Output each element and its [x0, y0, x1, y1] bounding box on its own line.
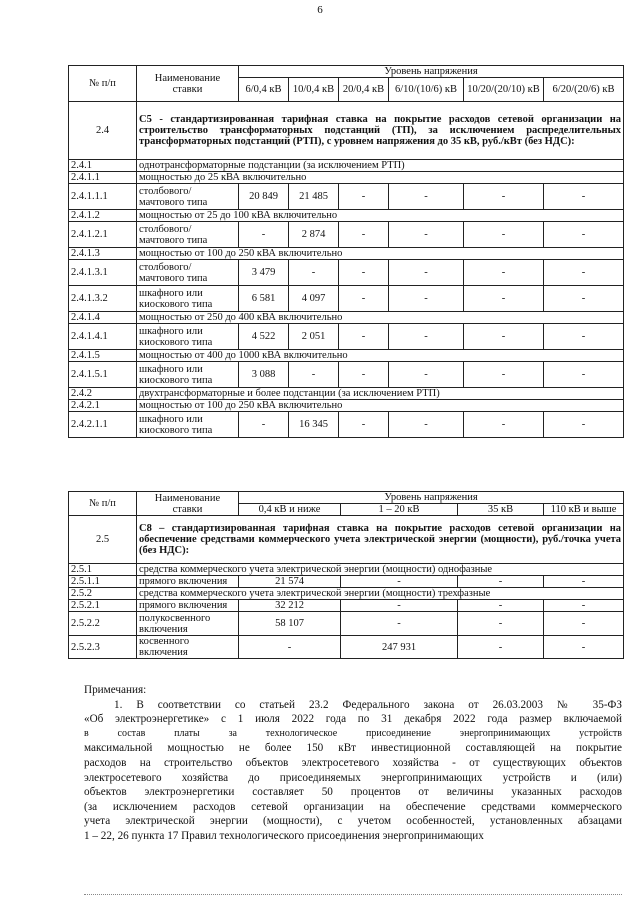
row-subheading: однотрансформаторные подстанции (за исключением РТП): [137, 160, 624, 172]
row-num: 2.4.1.4.1: [69, 324, 137, 350]
tariff-table-c5: [68, 65, 624, 438]
row-value: -: [239, 222, 289, 248]
row-subheading: мощностью от 250 до 400 кВА включительно: [137, 312, 624, 324]
page-number: 6: [317, 4, 323, 16]
table-row: [69, 564, 624, 576]
row-value: -: [341, 576, 458, 588]
row-num: 2.4.1.4: [69, 312, 137, 324]
row-num: 2.4.1.2: [69, 210, 137, 222]
row-value: -: [544, 260, 624, 286]
row-value: -: [339, 286, 389, 312]
row-subheading: мощностью от 400 до 1000 кВА включительно: [137, 350, 624, 362]
row-name: полукосвенного включения: [137, 612, 239, 636]
row-value: -: [544, 576, 624, 588]
header-voltage: 35 кВ: [458, 504, 544, 516]
row-value: -: [464, 324, 544, 350]
notes-heading: Примечания:: [84, 684, 147, 696]
section-title: С8 – стандартизированная тарифная ставка на покрытие расходов сетевой организации на обеспечение средствами коммерческого учета электрической энергии (мощности), руб./точка учета (без НДС):: [137, 516, 624, 564]
notes-line: (за исключением расходов сетевой организации на обеспечение средствами коммерческого: [84, 800, 622, 813]
row-value: -: [544, 412, 624, 438]
row-value: -: [389, 362, 464, 388]
row-value: -: [289, 362, 339, 388]
table-row: [69, 172, 624, 184]
row-value: 3 479: [239, 260, 289, 286]
table-row: [69, 412, 624, 438]
header-voltage: 10/20/(20/10) кВ: [464, 78, 544, 102]
row-subheading: мощностью от 25 до 100 кВА включительно: [137, 210, 624, 222]
notes-line: в состав платы за технологическое присоединение энергопринимающих устройств: [84, 727, 622, 739]
header-num: № п/п: [69, 492, 137, 516]
row-value: -: [389, 324, 464, 350]
header-name: Наименование ставки: [137, 66, 239, 102]
row-name: столбового/ мачтового типа: [137, 260, 239, 286]
row-value: 4 522: [239, 324, 289, 350]
row-value: -: [544, 636, 624, 659]
row-value: 4 097: [289, 286, 339, 312]
row-value: -: [458, 636, 544, 659]
row-value: -: [341, 612, 458, 636]
row-num: 2.4.1.5.1: [69, 362, 137, 388]
row-value: 58 107: [239, 612, 341, 636]
row-num: 2.5.1.1: [69, 576, 137, 588]
row-value: 21 485: [289, 184, 339, 210]
row-num: 2.4.1.3.2: [69, 286, 137, 312]
row-value: -: [544, 612, 624, 636]
row-value: -: [389, 222, 464, 248]
notes-section: [84, 683, 622, 844]
header-voltage: 6/10/(10/6) кВ: [389, 78, 464, 102]
row-value: -: [341, 600, 458, 612]
notes-line: максимальной мощностью не более 150 кВт инвестиционной составляющей на покрытие: [84, 742, 622, 755]
header-voltage: 0,4 кВ и ниже: [239, 504, 341, 516]
row-num: 2.4.1.1.1: [69, 184, 137, 210]
table-row: [69, 600, 624, 612]
row-value: -: [339, 184, 389, 210]
row-value: -: [239, 412, 289, 438]
row-value: -: [339, 324, 389, 350]
row-value: -: [389, 184, 464, 210]
row-value: -: [544, 324, 624, 350]
row-value: -: [239, 636, 341, 659]
row-num: 2.4.1: [69, 160, 137, 172]
notes-line: учета электрической энергии (мощности), с учетом особенностей, установленных абзацами: [84, 815, 622, 828]
row-value: -: [458, 576, 544, 588]
row-value: -: [544, 222, 624, 248]
header-voltage: 6/20/(20/6) кВ: [544, 78, 624, 102]
row-value: -: [389, 412, 464, 438]
header-voltage: 110 кВ и выше: [544, 504, 624, 516]
row-value: 3 088: [239, 362, 289, 388]
table-row: [69, 400, 624, 412]
notes-line: 1 – 22, 26 пункта 17 Правил технологического присоединения энергопринимающих: [84, 829, 484, 842]
row-value: -: [544, 362, 624, 388]
table-row: [69, 576, 624, 588]
row-num: 2.4.1.3.1: [69, 260, 137, 286]
notes-line: расходов на строительство объектов электросетевого хозяйства - от существующих объектов: [84, 756, 622, 769]
table-row: [69, 612, 624, 636]
row-name: столбового/ мачтового типа: [137, 222, 239, 248]
header-voltage: 20/0,4 кВ: [339, 78, 389, 102]
row-value: 2 874: [289, 222, 339, 248]
row-subheading: мощностью от 100 до 250 кВА включительно: [137, 248, 624, 260]
header-name: Наименование ставки: [137, 492, 239, 516]
footer-line: [84, 894, 622, 895]
table-row: [69, 160, 624, 172]
row-subheading: двухтрансформаторные и более подстанции (за исключением РТП): [137, 388, 624, 400]
row-name: косвенного включения: [137, 636, 239, 659]
row-value: 6 581: [239, 286, 289, 312]
row-value: -: [464, 412, 544, 438]
notes-line: 1. В соответствии со статьей 23.2 Федерального закона от 26.03.2003 № 35-ФЗ: [114, 698, 622, 711]
table-row: [69, 636, 624, 659]
row-value: 21 574: [239, 576, 341, 588]
section-title: С5 - стандартизированная тарифная ставка на покрытие расходов сетевой организации на строительство трансформаторных подстанций (ТП), за исключением распределительных трансформаторных подстанций (РТП), с уровнем напряжения до 35 кВ, руб./кВт (без НДС):: [137, 102, 624, 160]
row-num: 2.4.2.1: [69, 400, 137, 412]
row-value: -: [464, 184, 544, 210]
row-subheading: мощностью от 100 до 250 кВА включительно: [137, 400, 624, 412]
row-value: 2 051: [289, 324, 339, 350]
tariff-table-c8: [68, 491, 624, 659]
row-num: 2.5.2.2: [69, 612, 137, 636]
row-value: 20 849: [239, 184, 289, 210]
row-value: -: [464, 362, 544, 388]
row-name: шкафного или киоскового типа: [137, 286, 239, 312]
table-row: [69, 222, 624, 248]
table-row: [69, 350, 624, 362]
row-name: прямого включения: [137, 600, 239, 612]
row-value: -: [464, 222, 544, 248]
row-name: столбового/ мачтового типа: [137, 184, 239, 210]
table-row: [69, 312, 624, 324]
table-row: [69, 588, 624, 600]
row-name: шкафного или киоскового типа: [137, 324, 239, 350]
row-num: 2.4.1.1: [69, 172, 137, 184]
row-num: 2.5.2.1: [69, 600, 137, 612]
row-value: -: [458, 612, 544, 636]
notes-line: электросетевого хозяйства до присоединяемых энергопринимающих устройств и (или): [84, 771, 622, 784]
row-value: -: [464, 260, 544, 286]
row-num: 2.4.1.2.1: [69, 222, 137, 248]
row-value: -: [544, 600, 624, 612]
row-name: прямого включения: [137, 576, 239, 588]
row-subheading: мощностью до 25 кВА включительно: [137, 172, 624, 184]
table-row: [69, 260, 624, 286]
row-value: -: [289, 260, 339, 286]
row-value: -: [544, 286, 624, 312]
notes-line: объектов электроэнергетики составляет 50 процентов от величины указанных расходов: [84, 786, 622, 799]
table-row: [69, 210, 624, 222]
row-subheading: средства коммерческого учета электрической энергии (мощности) однофазные: [137, 564, 624, 576]
row-value: -: [389, 260, 464, 286]
row-num: 2.5.2: [69, 588, 137, 600]
header-voltage-level: Уровень напряжения: [239, 492, 624, 504]
row-num: 2.4.1.5: [69, 350, 137, 362]
row-value: -: [458, 600, 544, 612]
section-num: 2.4: [69, 102, 137, 160]
table-row: [69, 248, 624, 260]
section-num: 2.5: [69, 516, 137, 564]
row-value: 32 212: [239, 600, 341, 612]
row-value: 247 931: [341, 636, 458, 659]
table-row: [69, 324, 624, 350]
row-value: -: [339, 362, 389, 388]
table-row: [69, 388, 624, 400]
header-voltage: 10/0,4 кВ: [289, 78, 339, 102]
row-value: -: [544, 184, 624, 210]
table-row: [69, 286, 624, 312]
row-value: -: [464, 286, 544, 312]
header-voltage: 1 – 20 кВ: [341, 504, 458, 516]
row-value: -: [339, 412, 389, 438]
row-value: 16 345: [289, 412, 339, 438]
row-num: 2.5.2.3: [69, 636, 137, 659]
table-row: [69, 362, 624, 388]
table-row: [69, 184, 624, 210]
row-num: 2.5.1: [69, 564, 137, 576]
row-name: шкафного или киоскового типа: [137, 412, 239, 438]
row-subheading: средства коммерческого учета электрической энергии (мощности) трехфазные: [137, 588, 624, 600]
header-num: № п/п: [69, 66, 137, 102]
notes-line: «Об электроэнергетике» с 1 июля 2022 года по 31 декабря 2022 года размер включаемой: [84, 713, 622, 726]
row-num: 2.4.2: [69, 388, 137, 400]
row-num: 2.4.2.1.1: [69, 412, 137, 438]
row-value: -: [339, 222, 389, 248]
row-name: шкафного или киоскового типа: [137, 362, 239, 388]
header-voltage-level: Уровень напряжения: [239, 66, 624, 78]
row-value: -: [339, 260, 389, 286]
header-voltage: 6/0,4 кВ: [239, 78, 289, 102]
row-value: -: [389, 286, 464, 312]
row-num: 2.4.1.3: [69, 248, 137, 260]
